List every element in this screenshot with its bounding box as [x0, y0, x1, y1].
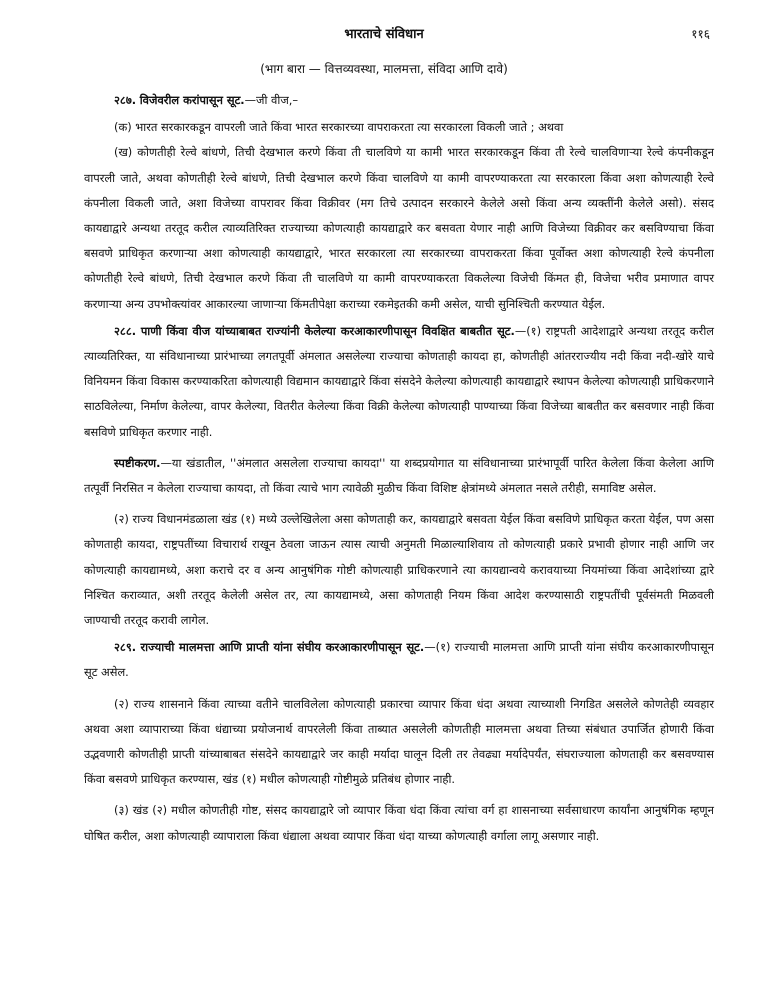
part-heading: (भाग बारा — वित्तव्यवस्था, मालमत्ता, संविदा आणि दावे) [260, 62, 508, 76]
section-288-clause-1: —(१) राष्ट्रपती आदेशाद्वारे अन्यथा तरतूद करील त्याव्यतिरिक्त, या संविधानाच्या प्रारंभाच्या लगतपूर्वी अंमलात असलेल्या राज्याचा कोणताही कायदा हा, कोणतीही आंतरराज्यीय नदी किंवा नदी-खोरे याचे विनियमन किंवा विकास करण्याकरिता कोणत्याही विद्यमान कायद्याद्वारे किंवा संसदेने केलेल्या कोणत्याही कायद्याद्वारे स्थापन केलेल्या कोणत्याही प्राधिकरणाने साठविलेल्या, निर्माण केलेल्या, वापर केलेल्या, वितरीत केलेल्या किंवा विक्री केलेल्या कोणत्याही पाण्याच्या किंवा विजेच्या बाबतीत कर बसवणार नाही किंवा बसविणे प्राधिकृत करणार नाही. [84, 323, 714, 439]
section-289-heading [84, 635, 714, 685]
section-title: राज्याची मालमत्ता आणि प्राप्ती यांना संघीय करआकारणीपासून सूट. [140, 640, 425, 655]
document-body [84, 86, 714, 849]
section-287-clause-ka: (क) भारत सरकारकडून वापरली जाते किंवा भारत सरकारच्या वापराकरता त्या सरकारला विकली जाते ; अथवा [114, 120, 564, 135]
section-289-clause-1: —(१) राज्याची मालमत्ता आणि प्राप्ती यांना संघीय करआकारणीपासून सूट असेल. [84, 640, 715, 680]
section-288-clause-2: (२) राज्य विधानमंडळाला खंड (१) मध्ये उल्लेखिलेला असा कोणताही कर, कायद्याद्वारे बसवता येईल किंवा बसविणे प्राधिकृत करता येईल, पण असा कोणताही कायदा, राष्ट्रपतींच्या विचारार्थ राखून ठेवला जाऊन त्यास त्याची अनुमती मिळाल्याशिवाय तो कोणत्याही प्रकारे प्रभावी होणार नाही आणि जर कोणत्याही कायद्यामध्ये, अशा कराचे दर व अन्य आनुषंगिक गोष्टी कोणत्याही प्राधिकरणाने त्या कायद्यान्वये करावयाच्या नियमांच्या किंवा आदेशांच्या द्वारे निश्चित कराव्यात, अशी तरतूद केलेली असेल तर, त्या कायद्यामध्ये, असा कोणताही नियम किंवा आदेश करण्यासाठी राष्ट्रपतींची पूर्वसंमती मिळवली जाण्याची तरतूद करावी लागेल. [84, 512, 714, 628]
section-288-explanation [84, 451, 714, 501]
running-title: भारताचे संविधान [344, 27, 424, 42]
section-289-clause-2: (२) राज्य शासनाने किंवा त्याच्या वतीने चालविलेला कोणत्याही प्रकारचा व्यापार किंवा धंदा अथवा त्याच्याशी निगडित असलेले कोणतेही व्यवहार अथवा अशा व्यापाराच्या किंवा धंद्याच्या प्रयोजनार्थ वापरलेली किंवा ताब्यात असलेली कोणतीही मालमत्ता अथवा तिच्या संबंधात उपार्जित होणारी किंवा उद्भवणारी कोणतीही प्राप्ती यांच्याबाबत संसदेने कायद्याद्वारे जर काही मर्यादा घालून दिली तर तेवढ्या मर्यादेपर्यंत, संघराज्याला कोणताही कर बसवण्यास किंवा बसवणे प्राधिकृत करण्यास, खंड (१) मधील कोणत्याही गोष्टीमुळे प्रतिबंध होणार नाही. [84, 696, 714, 787]
section-287-clause-kha: (ख) कोणतीही रेल्वे बांधणे, तिची देखभाल करणे किंवा ती चालविणे या कामी भारत सरकारकडून किंवा ती रेल्वे चालविणाऱ्या रेल्वे कंपनीकडून वापरली जाते, अथवा कोणतीही रेल्वे बांधणे, तिची देखभाल करणे किंवा चालविणे या कामी वापरण्याकरता त्या सरकारला किंवा अशा कोणत्याही रेल्वे कंपनीला विकली जाते, अशा विजेच्या वापरावर किंवा विक्रीवर (मग तिचे उत्पादन सरकारने केलेले असो किंवा अन्य व्यक्तींनी केलेले असो). संसद कायद्याद्वारे अन्यथा तरतूद करील त्याव्यतिरिक्त राज्याच्या कोणत्याही कायद्याद्वारे कर बसवता येणार नाही आणि विजेच्या विक्रीवर कर बसविण्याचा किंवा बसवणे प्राधिकृत करणाऱ्या अशा कोणत्याही कायद्याद्वारे, भारत सरकारला त्या सरकारच्या वापराकरता किंवा पूर्वोक्त अशा कोणत्याही रेल्वे कंपनीला कोणतीही रेल्वे बांधणे, तिची देखभाल करणे किंवा ती चालविणे या कामी वापरण्याकरता विकलेल्या विजेची किंमत ही, विजेचा भरीव प्रमाणात वापर करणाऱ्या अन्य उपभोक्त्यांवर आकारल्या जाणाऱ्या किंमतीपेक्षा कराच्या रकमेइतकी कमी असेल, याची सुनिश्चिती करण्यात येईल. [84, 145, 714, 311]
section-number: २८८. [114, 323, 137, 338]
section-title: पाणी किंवा वीज यांच्याबाबत राज्यांनी केलेल्या करआकारणीपासून विवक्षित बाबतीत सूट. [140, 323, 515, 338]
section-lead: —जी वीज,– [244, 93, 299, 107]
page-number: ११६ [691, 27, 710, 41]
section-287-heading [84, 88, 714, 113]
section-289-clause-3: (३) खंड (२) मधील कोणतीही गोष्ट, संसद कायद्याद्वारे जो व्यापार किंवा धंदा किंवा त्यांचा वर्ग हा शासनाच्या सर्वसाधारण कार्यांना आनुषंगिक म्हणून घोषित करील, अशा कोणत्याही व्यापाराला किंवा धंद्याला अथवा व्यापार किंवा धंदा याच्या कोणत्याही वर्गाला लागू असणार नाही. [84, 803, 714, 843]
section-number: २८९. [114, 640, 137, 655]
section-number: २८७. [114, 93, 137, 107]
section-288-heading [84, 319, 714, 445]
explanation-label: स्पष्टीकरण. [114, 455, 161, 470]
explanation-text: —या खंडातील, ''अंमलात असलेला राज्याचा कायदा'' या शब्दप्रयोगात या संविधानाच्या प्रारंभापूर्वी पारित केलेला किंवा केलेला आणि तत्पूर्वी निरसित न केलेला राज्याचा कायदा, तो किंवा त्याचे भाग त्यावेळी मुळीच किंवा विशिष्ट क्षेत्रांमध्ये अंमलात नसले तरीही, समाविष्ट असेल. [84, 455, 714, 496]
section-title: विजेवरील करांपासून सूट. [139, 93, 245, 107]
